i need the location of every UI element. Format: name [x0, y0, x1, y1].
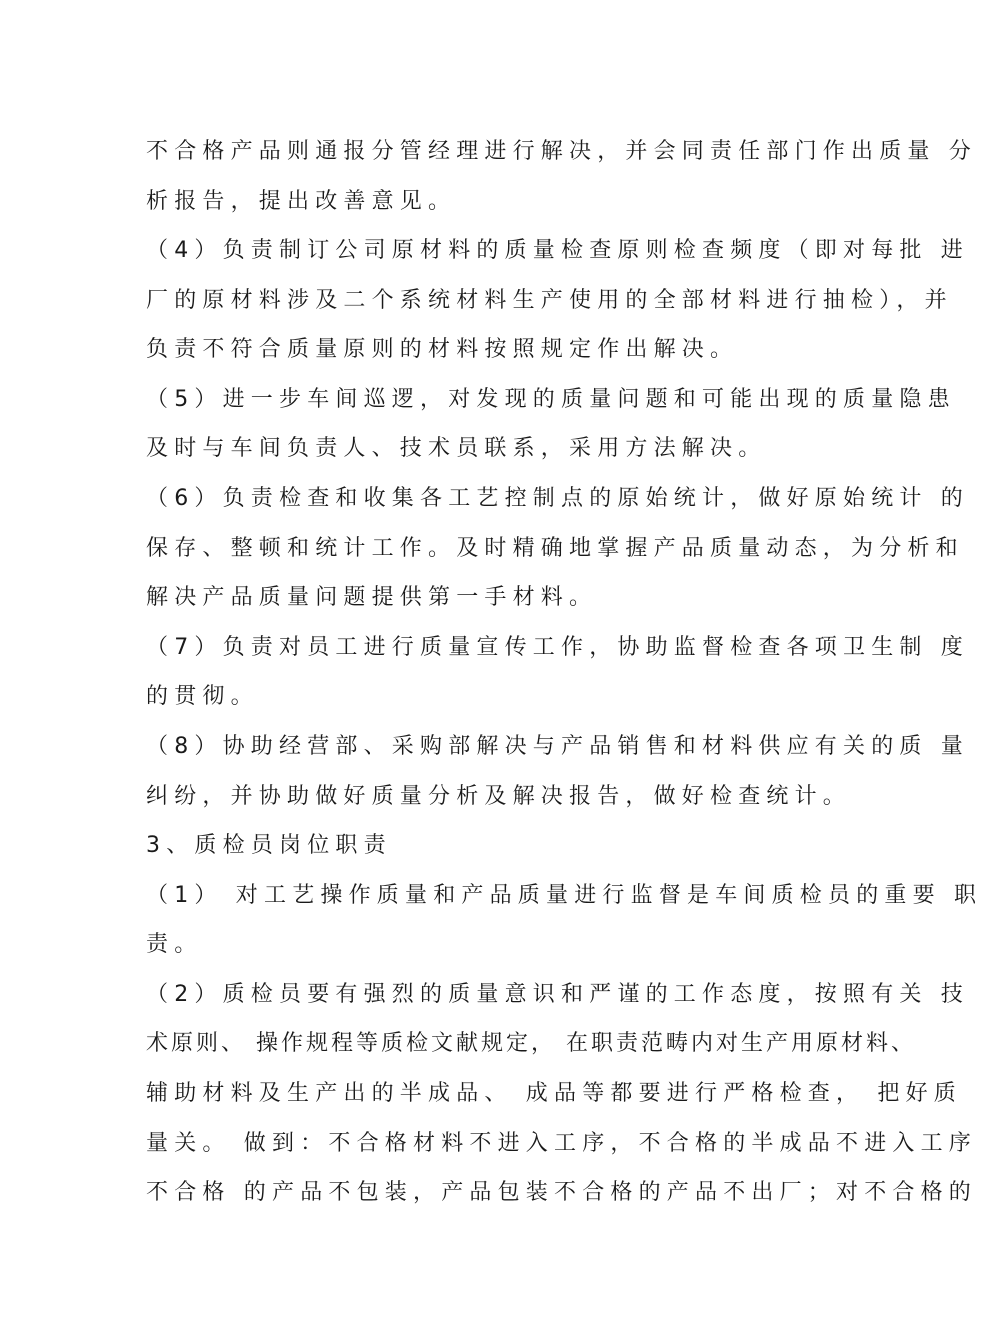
text-line: 保存、整顿和统计工作。及时精确地掌握产品质量动态，为分析和: [146, 536, 964, 561]
text-line: 责。: [146, 932, 203, 957]
text-line: （7）负责对员工进行质量宣传工作，协助监督检查各项卫生制 度: [146, 635, 969, 660]
text-line: （2）质检员要有强烈的质量意识和严谨的工作态度，按照有关 技: [146, 982, 969, 1007]
text-line: 纠纷，并协助做好质量分析及解决报告，做好检查统计。: [146, 784, 852, 809]
text-line: （1） 对工艺操作质量和产品质量进行监督是车间质检员的重要 职: [146, 883, 982, 908]
text-line: 及时与车间负责人、技术员联系，采用方法解决。: [146, 436, 767, 461]
text-line: 不合格 的产品不包装，产品包装不合格的产品不出厂；对不合格的: [146, 1180, 977, 1205]
text-line: （5）进一步车间巡逻，对发现的质量问题和可能出现的质量隐患: [146, 387, 956, 412]
text-line: （4）负责制订公司原材料的质量检查原则检查频度（即对每批 进: [146, 238, 969, 263]
text-line: 解决产品质量问题提供第一手材料。: [146, 585, 598, 610]
text-line: 量关。 做到：不合格材料不进入工序，不合格的半成品不进入工序: [146, 1131, 977, 1156]
text-line: （8）协助经营部、采购部解决与产品销售和材料供应有关的质 量: [146, 734, 969, 759]
text-line: 负责不符合质量原则的材料按照规定作出解决。: [146, 337, 739, 362]
text-line: 不合格产品则通报分管经理进行解决，并会同责任部门作出质量 分: [146, 139, 977, 164]
text-line: 析报告，提出改善意见。: [146, 189, 457, 214]
text-line: 术原则、 操作规程等质检文献规定， 在职责范畴内对生产用原材料、: [146, 1031, 916, 1056]
text-line: 的贯彻。: [146, 684, 259, 709]
text-line: 辅助材料及生产出的半成品、 成品等都要进行严格检查， 把好质: [146, 1081, 962, 1106]
text-line: 厂的原材料涉及二个系统材料生产使用的全部材料进行抽检），并: [146, 288, 953, 313]
text-line: （6）负责检查和收集各工艺控制点的原始统计，做好原始统计 的: [146, 486, 969, 511]
section-heading: 3、质检员岗位职责: [146, 833, 392, 858]
